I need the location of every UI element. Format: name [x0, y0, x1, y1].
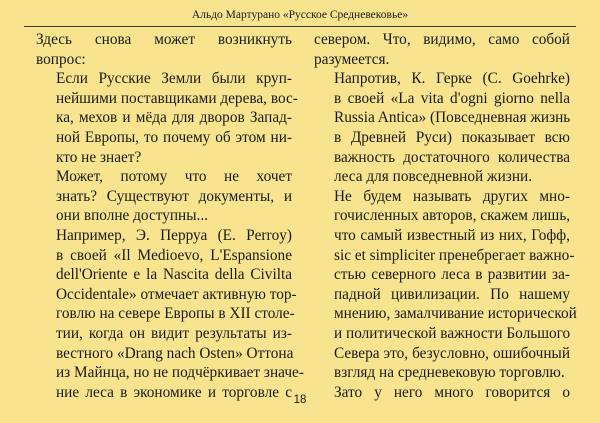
text-line: взгляд на средневековую торговлю.: [334, 364, 565, 382]
text-line: Например, Э. Перруа (E. Perroy): [56, 226, 292, 244]
paragraph: [314, 30, 570, 69]
paragraph: [36, 167, 292, 226]
running-header: Альдо Мартурано «Русское Средневековье»: [191, 9, 409, 21]
text-line: и политической важности Большого: [334, 324, 571, 342]
right-text-column: [314, 30, 577, 402]
text-line: Не будем называть других мно-: [334, 187, 570, 205]
text-line: что самый известный из них, Гофф,: [334, 226, 570, 244]
paragraph: [314, 69, 570, 187]
text-line: вестного «Drang nach Osten» Оттона: [56, 344, 294, 362]
text-line: стью северного леса в развитии за-: [334, 266, 570, 284]
text-line: в своей «Il Medioevo, L'Espansione: [56, 246, 292, 264]
text-line: Russia Antica» (Повседневная жизнь: [334, 109, 571, 127]
text-line: Может, потому что не хочет: [56, 168, 292, 186]
text-line: важность достаточного количества: [334, 148, 570, 166]
text-line: говлю на севере Европы в XII столе-: [56, 305, 295, 323]
text-line: Если Русские Земли были круп-: [56, 70, 292, 88]
text-line: в Древней Руси) показывает всю: [334, 128, 570, 146]
text-line: севером. Что, видимо, само собой: [314, 31, 570, 48]
paragraph: [314, 187, 577, 383]
text-line: вопрос:: [36, 50, 86, 68]
text-line: Севера это, безусловно, ошибочный: [334, 344, 570, 362]
text-line: гочисленных авторов, скажем лишь,: [334, 207, 571, 225]
text-line: Occidentale» отмечает активную тор-: [56, 285, 297, 303]
text-line: леса для повседневной жизни.: [334, 168, 533, 186]
text-line: Напротив, К. Герке (C. Goehrke): [334, 70, 570, 88]
text-line: падной цивилизации. По нашему: [334, 285, 570, 303]
text-line: из Майнца, но не подчёркивает значе-: [56, 364, 304, 382]
text-line: ной Европы, то почему об этом ни-: [56, 128, 292, 146]
text-line: ка, мехов и мёда для дворов Запад-: [56, 109, 292, 127]
text-line: в своей «La vita d'ogni giorno nella: [334, 89, 570, 107]
text-line: тии, когда он видит результаты из-: [56, 324, 292, 342]
text-line: разумеется.: [314, 50, 390, 68]
page-number: 18: [293, 394, 307, 406]
text-line: знать? Существуют документы, и: [56, 187, 292, 205]
paragraph: [36, 30, 292, 69]
text-line: dell'Oriente e la Nascita della Civilta: [56, 266, 292, 284]
text-line: sic et simpliciter пренебрегает важно-: [334, 246, 575, 264]
paragraph: [36, 69, 298, 167]
text-line: нейшими поставщиками дерева, вос-: [56, 89, 298, 107]
text-line: Здесь снова может возникнуть: [36, 31, 292, 48]
text-line: мнению, замалчивание исторической: [334, 305, 577, 323]
text-line: Зато у него много говорится о: [334, 383, 570, 401]
text-line: кто не знает?: [56, 148, 142, 166]
text-line: они вполне доступны...: [56, 207, 208, 225]
header-divider: [24, 26, 576, 27]
text-line: ние леса в экономике и торговле с: [56, 383, 292, 401]
